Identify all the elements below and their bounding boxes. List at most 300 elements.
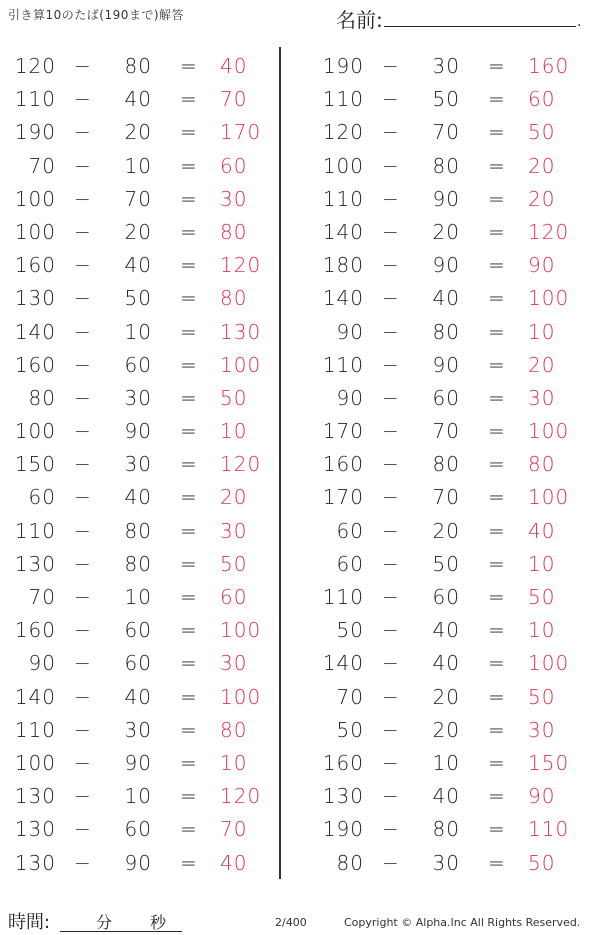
minuend: 90 <box>28 651 56 676</box>
equals-sign: = <box>180 518 198 543</box>
minus-sign: − <box>382 817 400 842</box>
minuend: 110 <box>322 352 364 377</box>
subtrahend: 40 <box>432 784 460 809</box>
minus-sign: − <box>382 120 400 145</box>
answer: 70 <box>220 817 248 842</box>
problem-row <box>0 679 290 712</box>
minus-sign: − <box>382 452 400 477</box>
problem-row <box>308 579 598 612</box>
minus-sign: − <box>382 850 400 875</box>
minus-sign: − <box>382 319 400 344</box>
problem-row <box>0 513 290 546</box>
answer: 100 <box>528 286 570 311</box>
minus-sign: − <box>382 750 400 775</box>
problem-row <box>0 181 290 214</box>
answer: 30 <box>220 186 248 211</box>
minus-sign: − <box>74 153 92 178</box>
equals-sign: = <box>488 518 506 543</box>
subtrahend: 60 <box>124 352 152 377</box>
minuend: 130 <box>14 784 56 809</box>
minus-sign: − <box>382 585 400 609</box>
answer: 80 <box>220 717 248 742</box>
answer: 170 <box>220 120 262 145</box>
minus-sign: − <box>382 784 400 809</box>
subtrahend: 20 <box>124 120 152 145</box>
minus-sign: − <box>382 385 400 410</box>
subtrahend: 80 <box>432 319 460 344</box>
seconds-label: 秒 <box>150 913 167 932</box>
answer: 50 <box>528 850 556 875</box>
problem-row <box>0 247 290 280</box>
minuend: 170 <box>322 419 364 444</box>
subtrahend: 30 <box>124 717 152 742</box>
equals-sign: = <box>180 419 198 444</box>
minuend: 100 <box>14 750 56 775</box>
minuend: 100 <box>14 186 56 211</box>
minuend: 130 <box>14 817 56 842</box>
problem-row <box>0 479 290 512</box>
minus-sign: − <box>382 153 400 178</box>
answer: 10 <box>220 750 248 775</box>
minuend: 120 <box>14 54 56 78</box>
minuend: 160 <box>322 452 364 477</box>
problem-row <box>308 679 598 712</box>
minuend: 160 <box>322 750 364 775</box>
minus-sign: − <box>382 286 400 311</box>
minuend: 160 <box>14 352 56 377</box>
answer: 100 <box>528 651 570 676</box>
answer: 30 <box>220 651 248 676</box>
problem-row <box>0 380 290 413</box>
subtrahend: 60 <box>124 817 152 842</box>
minus-sign: − <box>382 651 400 676</box>
answer: 60 <box>528 87 556 112</box>
problem-row <box>308 645 598 678</box>
answer: 120 <box>220 253 262 278</box>
equals-sign: = <box>488 385 506 410</box>
problem-column-left <box>0 48 290 878</box>
subtrahend: 30 <box>124 452 152 477</box>
equals-sign: = <box>488 551 506 576</box>
minuend: 60 <box>28 485 56 510</box>
equals-sign: = <box>180 585 198 609</box>
minuend: 110 <box>14 87 56 112</box>
problem-row <box>0 811 290 844</box>
equals-sign: = <box>488 253 506 278</box>
equals-sign: = <box>180 684 198 709</box>
minuend: 150 <box>14 452 56 477</box>
subtrahend: 20 <box>432 684 460 709</box>
answer: 100 <box>220 352 262 377</box>
subtrahend: 10 <box>124 153 152 178</box>
answer: 120 <box>220 452 262 477</box>
subtrahend: 50 <box>432 87 460 112</box>
problem-row <box>308 81 598 114</box>
problem-row <box>308 380 598 413</box>
equals-sign: = <box>488 684 506 709</box>
equals-sign: = <box>180 87 198 112</box>
equals-sign: = <box>180 385 198 410</box>
subtrahend: 80 <box>432 452 460 477</box>
equals-sign: = <box>180 286 198 311</box>
problem-column-right <box>308 48 598 878</box>
minus-sign: − <box>74 684 92 709</box>
subtrahend: 80 <box>124 54 152 78</box>
problem-row <box>0 745 290 778</box>
subtrahend: 80 <box>124 518 152 543</box>
minuend: 90 <box>336 319 364 344</box>
answer: 20 <box>528 153 556 178</box>
equals-sign: = <box>180 452 198 477</box>
minus-sign: − <box>74 186 92 211</box>
answer: 100 <box>528 419 570 444</box>
minus-sign: − <box>74 750 92 775</box>
problem-row <box>308 314 598 347</box>
minus-sign: − <box>382 219 400 244</box>
minuend: 100 <box>14 219 56 244</box>
answer: 10 <box>528 551 556 576</box>
subtrahend: 10 <box>124 784 152 809</box>
minuend: 60 <box>336 518 364 543</box>
problem-row <box>308 513 598 546</box>
minutes-label: 分 <box>96 913 113 932</box>
problem-row <box>308 148 598 181</box>
subtrahend: 80 <box>124 551 152 576</box>
answer: 100 <box>528 485 570 510</box>
minuend: 60 <box>336 551 364 576</box>
minus-sign: − <box>74 518 92 543</box>
name-input-line[interactable] <box>384 26 576 27</box>
minuend: 70 <box>28 585 56 609</box>
minus-sign: − <box>74 817 92 842</box>
problem-row <box>308 546 598 579</box>
subtrahend: 40 <box>432 618 460 643</box>
minuend: 130 <box>14 850 56 875</box>
equals-sign: = <box>488 618 506 643</box>
minus-sign: − <box>74 120 92 145</box>
equals-sign: = <box>180 551 198 576</box>
answer: 60 <box>220 585 248 609</box>
subtrahend: 20 <box>432 717 460 742</box>
subtrahend: 10 <box>124 319 152 344</box>
minuend: 160 <box>14 618 56 643</box>
answer: 50 <box>528 585 556 609</box>
subtrahend: 30 <box>432 54 460 78</box>
subtrahend: 40 <box>432 651 460 676</box>
answer: 90 <box>528 253 556 278</box>
minus-sign: − <box>74 54 92 78</box>
minuend: 70 <box>336 684 364 709</box>
answer: 40 <box>220 54 248 78</box>
subtrahend: 90 <box>432 352 460 377</box>
minuend: 130 <box>322 784 364 809</box>
equals-sign: = <box>488 452 506 477</box>
subtrahend: 60 <box>432 385 460 410</box>
problem-row <box>0 114 290 147</box>
minus-sign: − <box>382 54 400 78</box>
equals-sign: = <box>488 485 506 510</box>
minuend: 170 <box>322 485 364 510</box>
problem-row <box>0 148 290 181</box>
equals-sign: = <box>180 750 198 775</box>
answer: 80 <box>528 452 556 477</box>
minus-sign: − <box>74 784 92 809</box>
problem-row <box>308 48 598 81</box>
problem-row <box>0 48 290 81</box>
answer: 120 <box>528 219 570 244</box>
minus-sign: − <box>74 385 92 410</box>
minus-sign: − <box>382 518 400 543</box>
problem-row <box>0 280 290 313</box>
answer: 20 <box>528 186 556 211</box>
answer: 160 <box>528 54 570 78</box>
minuend: 190 <box>322 817 364 842</box>
minus-sign: − <box>74 87 92 112</box>
problem-row <box>308 745 598 778</box>
copyright: Copyright © Alpha.Inc All Rights Reserved. <box>344 916 581 929</box>
minuend: 190 <box>14 120 56 145</box>
subtrahend: 40 <box>124 87 152 112</box>
equals-sign: = <box>180 485 198 510</box>
minus-sign: − <box>382 419 400 444</box>
subtrahend: 80 <box>432 817 460 842</box>
problem-row <box>308 811 598 844</box>
minuend: 90 <box>336 385 364 410</box>
answer: 40 <box>528 518 556 543</box>
subtrahend: 50 <box>432 551 460 576</box>
answer: 110 <box>528 817 570 842</box>
answer: 100 <box>220 684 262 709</box>
subtrahend: 50 <box>124 286 152 311</box>
minus-sign: − <box>382 618 400 643</box>
answer: 50 <box>528 684 556 709</box>
minus-sign: − <box>74 286 92 311</box>
problem-row <box>308 247 598 280</box>
answer: 120 <box>220 784 262 809</box>
minuend: 140 <box>322 286 364 311</box>
problem-row <box>0 81 290 114</box>
subtrahend: 90 <box>432 186 460 211</box>
minus-sign: − <box>382 485 400 510</box>
equals-sign: = <box>180 784 198 809</box>
subtrahend: 20 <box>432 219 460 244</box>
equals-sign: = <box>488 153 506 178</box>
subtrahend: 70 <box>124 186 152 211</box>
problem-row <box>0 712 290 745</box>
problem-row <box>308 347 598 380</box>
minus-sign: − <box>74 618 92 643</box>
answer: 30 <box>528 717 556 742</box>
minus-sign: − <box>382 684 400 709</box>
equals-sign: = <box>488 54 506 78</box>
problem-row <box>0 778 290 811</box>
equals-sign: = <box>180 651 198 676</box>
subtrahend: 30 <box>432 850 460 875</box>
answer: 20 <box>220 485 248 510</box>
minuend: 120 <box>322 120 364 145</box>
equals-sign: = <box>180 186 198 211</box>
equals-sign: = <box>488 120 506 145</box>
minuend: 140 <box>14 319 56 344</box>
minus-sign: − <box>382 186 400 211</box>
minuend: 50 <box>336 618 364 643</box>
minus-sign: − <box>74 419 92 444</box>
minus-sign: − <box>74 651 92 676</box>
answer: 50 <box>528 120 556 145</box>
equals-sign: = <box>488 286 506 311</box>
subtrahend: 10 <box>124 585 152 609</box>
equals-sign: = <box>488 87 506 112</box>
subtrahend: 20 <box>432 518 460 543</box>
minuend: 110 <box>322 585 364 609</box>
subtrahend: 90 <box>124 850 152 875</box>
subtrahend: 20 <box>124 219 152 244</box>
minus-sign: − <box>382 352 400 377</box>
problem-row <box>0 546 290 579</box>
minuend: 110 <box>14 717 56 742</box>
answer: 10 <box>528 319 556 344</box>
name-line-dot: . <box>577 14 582 30</box>
subtrahend: 40 <box>124 253 152 278</box>
problem-row <box>308 280 598 313</box>
problem-row <box>0 446 290 479</box>
minus-sign: − <box>74 585 92 609</box>
problem-row <box>308 778 598 811</box>
subtrahend: 10 <box>432 750 460 775</box>
minuend: 100 <box>14 419 56 444</box>
equals-sign: = <box>180 253 198 278</box>
problem-row <box>0 347 290 380</box>
minuend: 110 <box>322 87 364 112</box>
subtrahend: 90 <box>124 750 152 775</box>
minus-sign: − <box>74 850 92 875</box>
page-number: 2/400 <box>275 916 307 929</box>
minuend: 140 <box>322 219 364 244</box>
minuend: 140 <box>322 651 364 676</box>
answer: 60 <box>220 153 248 178</box>
minuend: 100 <box>322 153 364 178</box>
equals-sign: = <box>180 120 198 145</box>
subtrahend: 80 <box>432 153 460 178</box>
minus-sign: − <box>74 551 92 576</box>
problem-row <box>308 712 598 745</box>
problem-row <box>0 645 290 678</box>
worksheet-title: 引き算10のたば(190まで)解答 <box>8 8 185 22</box>
equals-sign: = <box>488 750 506 775</box>
equals-sign: = <box>488 352 506 377</box>
problem-row <box>0 845 290 878</box>
minus-sign: − <box>74 352 92 377</box>
subtrahend: 90 <box>124 419 152 444</box>
equals-sign: = <box>180 850 198 875</box>
equals-sign: = <box>488 850 506 875</box>
equals-sign: = <box>488 817 506 842</box>
problem-row <box>308 446 598 479</box>
equals-sign: = <box>488 784 506 809</box>
answer: 50 <box>220 385 248 410</box>
minuend: 70 <box>28 153 56 178</box>
equals-sign: = <box>180 618 198 643</box>
problem-row <box>308 181 598 214</box>
answer: 130 <box>220 319 262 344</box>
subtrahend: 90 <box>432 253 460 278</box>
answer: 10 <box>528 618 556 643</box>
minus-sign: − <box>74 253 92 278</box>
problem-row <box>308 479 598 512</box>
equals-sign: = <box>180 817 198 842</box>
equals-sign: = <box>488 319 506 344</box>
problem-row <box>308 114 598 147</box>
subtrahend: 70 <box>432 485 460 510</box>
minuend: 130 <box>14 286 56 311</box>
minuend: 180 <box>322 253 364 278</box>
answer: 80 <box>220 219 248 244</box>
minus-sign: − <box>382 253 400 278</box>
answer: 150 <box>528 750 570 775</box>
answer: 80 <box>220 286 248 311</box>
subtrahend: 40 <box>124 684 152 709</box>
minus-sign: − <box>74 219 92 244</box>
minuend: 50 <box>336 717 364 742</box>
equals-sign: = <box>180 319 198 344</box>
subtrahend: 60 <box>124 618 152 643</box>
problem-row <box>308 845 598 878</box>
minuend: 140 <box>14 684 56 709</box>
problem-row <box>0 612 290 645</box>
subtrahend: 30 <box>124 385 152 410</box>
problem-row <box>308 214 598 247</box>
minus-sign: − <box>74 717 92 742</box>
equals-sign: = <box>180 717 198 742</box>
subtrahend: 60 <box>124 651 152 676</box>
answer: 20 <box>528 352 556 377</box>
equals-sign: = <box>488 219 506 244</box>
answer: 90 <box>528 784 556 809</box>
equals-sign: = <box>488 186 506 211</box>
equals-sign: = <box>180 54 198 78</box>
time-label: 時間: <box>8 912 51 933</box>
equals-sign: = <box>488 717 506 742</box>
equals-sign: = <box>180 153 198 178</box>
subtrahend: 70 <box>432 419 460 444</box>
equals-sign: = <box>180 219 198 244</box>
answer: 70 <box>220 87 248 112</box>
problem-row <box>308 413 598 446</box>
answer: 30 <box>220 518 248 543</box>
minuend: 110 <box>14 518 56 543</box>
problem-row <box>0 214 290 247</box>
name-label: 名前: <box>336 8 383 32</box>
subtrahend: 70 <box>432 120 460 145</box>
problem-row <box>0 413 290 446</box>
subtrahend: 60 <box>432 585 460 609</box>
minuend: 110 <box>322 186 364 211</box>
answer: 30 <box>528 385 556 410</box>
answer: 100 <box>220 618 262 643</box>
problem-row <box>0 314 290 347</box>
minuend: 160 <box>14 253 56 278</box>
problem-row <box>308 612 598 645</box>
minuend: 80 <box>28 385 56 410</box>
equals-sign: = <box>488 651 506 676</box>
equals-sign: = <box>180 352 198 377</box>
subtrahend: 40 <box>124 485 152 510</box>
minuend: 130 <box>14 551 56 576</box>
equals-sign: = <box>488 419 506 444</box>
problem-row <box>0 579 290 612</box>
equals-sign: = <box>488 585 506 609</box>
minuend: 80 <box>336 850 364 875</box>
